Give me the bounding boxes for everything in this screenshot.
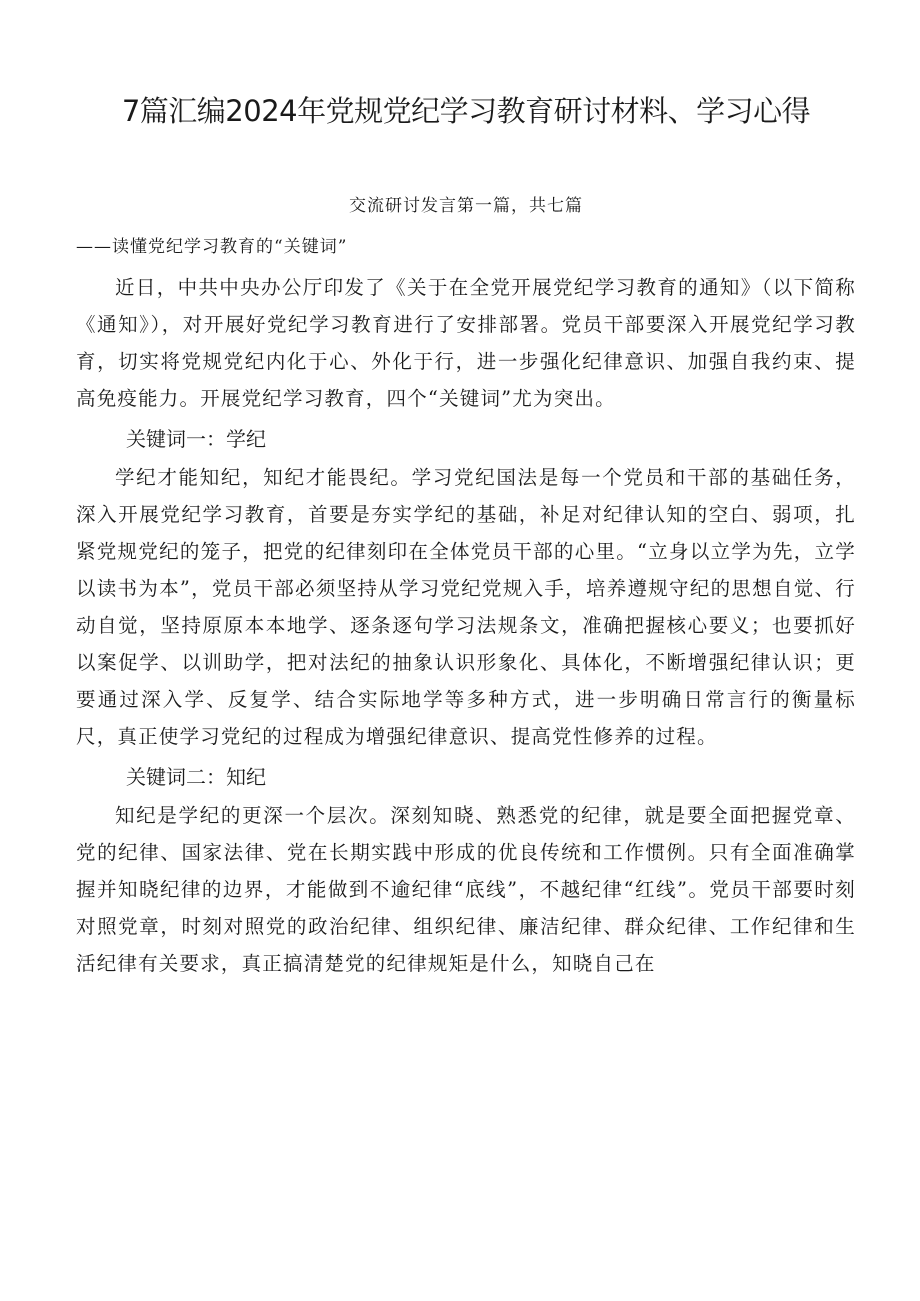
section-heading-2: 关键词二：知纪: [126, 765, 266, 789]
intro-paragraph: 近日，中共中央办公厅印发了《关于在全党开展党纪学习教育的通知》（以下简称《通知》），对开展好党纪学习教育进行了安排部署。党员干部要深入开展党纪学习教育，切实将党规党纪内化于心、外化于行，进一步强化纪律意识、加强自我约束、提高免疫能力。开展党纪学习教育，四个“关键词”尤为突出。: [76, 276, 856, 410]
section-body-2: 知纪是学纪的更深一个层次。深刻知晓、熟悉党的纪律，就是要全面把握党章、党的纪律、国家法律、党在长期实践中形成的优良传统和工作惯例。只有全面准确掌握并知晓纪律的边界，才能做到不逾纪律“底线”，不越纪律“红线”。党员干部要时刻对照党章，时刻对照党的政治纪律、组织纪律、廉洁纪律、群众纪律、工作纪律和生活纪律有关要求，真正搞清楚党的纪律规矩是什么，知晓自己在: [76, 804, 856, 975]
document-leadline: ——读懂党纪学习教育的“关键词”: [76, 237, 348, 257]
section-heading-1: 关键词一：学纪: [126, 427, 266, 451]
document-subtitle: 交流研讨发言第一篇，共七篇: [349, 196, 583, 216]
document-title: 7篇汇编2024年党规党纪学习教育研讨材料、学习心得: [121, 94, 811, 128]
section-body-1: 学纪才能知纪，知纪才能畏纪。学习党纪国法是每一个党员和干部的基础任务，深入开展党纪学习教育，首要是夯实学纪的基础，补足对纪律认知的空白、弱项，扎紧党规党纪的笼子，把党的纪律刻印在全体党员干部的心里。“立身以立学为先，立学以读书为本”，党员干部必须坚持从学习党纪党规入手，培养遵规守纪的思想自觉、行动自觉，坚持原原本本地学、逐条逐句学习法规条文，准确把握核心要义；也要抓好以案促学、以训助学，把对法纪的抽象认识形象化、具体化，不断增强纪律认识；更要通过深入学、反复学、结合实际地学等多种方式，进一步明确日常言行的衡量标尺，真正使学习党纪的过程成为增强纪律意识、提高党性修养的过程。: [76, 466, 856, 748]
